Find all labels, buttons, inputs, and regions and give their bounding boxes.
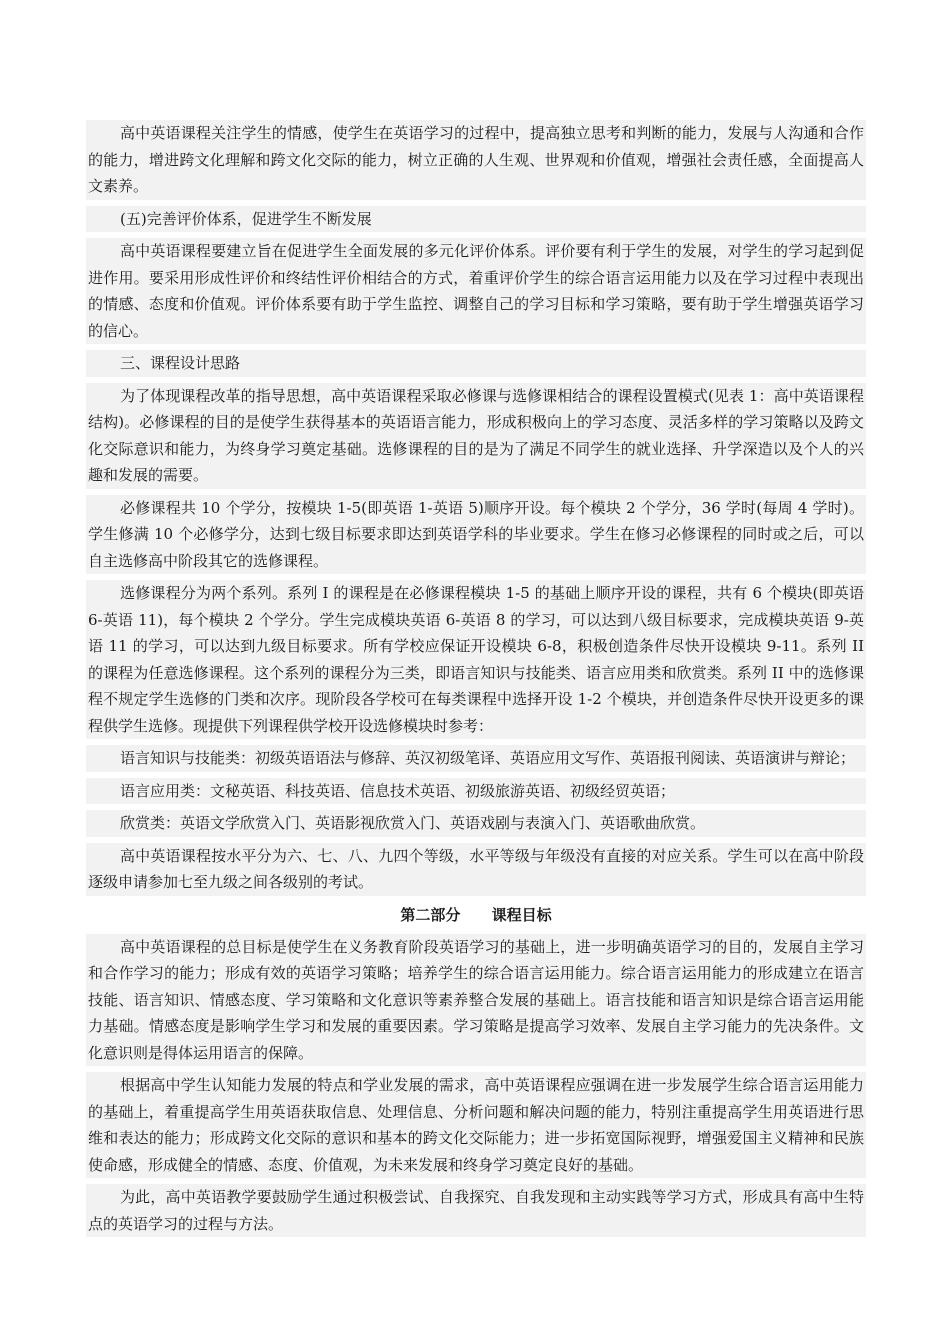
paragraph-overall-goal: 高中英语课程的总目标是使学生在义务教育阶段英语学习的基础上，进一步明确英语学习的目的，发展自主学习和合作学习的能力；形成有效的英语学习策略；培养学生的综合语言运用能力。综合语言运用能力的形成建立在语言技能、语言知识、情感态度、学习策略和文化意识等素养整合发展的基础上。语言技能和语言知识是综合语言运用能力基础。情感态度是影响学生学习和发展的重要因素。学习策略是提高学习效率、发展自主学习能力的先决条件。文化意识则是得体运用语言的保障。 (86, 934, 866, 1067)
paragraph-evaluation: 高中英语课程要建立旨在促进学生全面发展的多元化评价体系。评价要有利于学生的发展，对学生的学习起到促进作用。要采用形成性评价和终结性评价相结合的方式，着重评价学生的综合语言运用能力以及在学习过程中表现出的情感、态度和价值观。评价体系要有助于学生监控、调整自己的学习目标和学习策略，要有助于学生增强英语学习的信心。 (86, 238, 866, 344)
paragraph-required-courses: 必修课程共 10 个学分，按模块 1-5(即英语 1-英语 5)顺序开设。每个模块 2 个学分，36 学时(每周 4 学时)。学生修满 10 个必修学分，达到七级目标要求即达到英语学科的毕业要求。学生在修习必修课程的同时或之后，可以自主选修高中阶段其它的选修课程。 (86, 495, 866, 575)
paragraph-cognitive-development: 根据高中学生认知能力发展的特点和学业发展的需求，高中英语课程应强调在进一步发展学生综合语言运用能力的基础上，着重提高学生用英语获取信息、处理信息、分析问题和解决问题的能力，特别注重提高学生用英语进行思维和表达的能力；形成跨文化交际的意识和基本的跨文化交际能力；进一步拓宽国际视野，增强爱国主义精神和民族使命感，形成健全的情感、态度、价值观，为未来发展和终身学习奠定良好的基础。 (86, 1072, 866, 1178)
section-heading-design: 三、课程设计思路 (86, 350, 866, 377)
document-page (86, 120, 866, 1243)
paragraph-appreciation: 欣赏类：英语文学欣赏入门、英语影视欣赏入门、英语戏剧与表演入门、英语歌曲欣赏。 (86, 810, 866, 837)
part-title: 第二部分 课程目标 (400, 905, 552, 924)
section-heading-evaluation: (五)完善评价体系，促进学生不断发展 (86, 206, 866, 233)
paragraph-levels: 高中英语课程按水平分为六、七、八、九四个等级，水平等级与年级没有直接的对应关系。学生可以在高中阶段逐级申请参加七至九级之间各级别的考试。 (86, 843, 866, 896)
paragraph-emotion: 高中英语课程关注学生的情感，使学生在英语学习的过程中，提高独立思考和判断的能力，发展与人沟通和合作的能力，增进跨文化理解和跨文化交际的能力，树立正确的人生观、世界观和价值观，增强社会责任感，全面提高人文素养。 (86, 120, 866, 200)
paragraph-language-application: 语言应用类：文秘英语、科技英语、信息技术英语、初级旅游英语、初级经贸英语； (86, 778, 866, 805)
paragraph-elective-courses: 选修课程分为两个系列。系列 I 的课程是在必修课程模块 1-5 的基础上顺序开设的课程，共有 6 个模块(即英语 6-英语 11)，每个模块 2 个学分。学生完成模块英语 6-英语 8 的学习，可以达到八级目标要求，完成模块英语 9-英语 11 的学习，可以达到九级目标要求。所有学校应保证开设模块 6-8，积极创造条件尽快开设模块 9-11。系列 II 的课程为任意选修课程。这个系列的课程分为三类，即语言知识与技能类、语言应用类和欣赏类。系列 II 中的选修课程不规定学生选修的门类和次序。现阶段各学校可在每类课程中选择开设 1-2 个模块，并创造条件尽快开设更多的课程供学生选修。现提供下列课程供学校开设选修模块时参考： (86, 580, 866, 739)
paragraph-language-skills: 语言知识与技能类：初级英语语法与修辞、英汉初级笔译、英语应用文写作、英语报刊阅读、英语演讲与辩论； (86, 745, 866, 772)
paragraph-learning-methods: 为此，高中英语教学要鼓励学生通过积极尝试、自我探究、自我发现和主动实践等学习方式，形成具有高中生特点的英语学习的过程与方法。 (86, 1184, 866, 1237)
paragraph-design-intro: 为了体现课程改革的指导思想，高中英语课程采取必修课与选修课相结合的课程设置模式(见表 1：高中英语课程结构)。必修课程的目的是使学生获得基本的英语语言能力，形成积极向上的学习态度、灵活多样的学习策略以及跨文化交际意识和能力，为终身学习奠定基础。选修课程的目的是为了满足不同学生的就业选择、升学深造以及个人的兴趣和发展的需要。 (86, 383, 866, 489)
